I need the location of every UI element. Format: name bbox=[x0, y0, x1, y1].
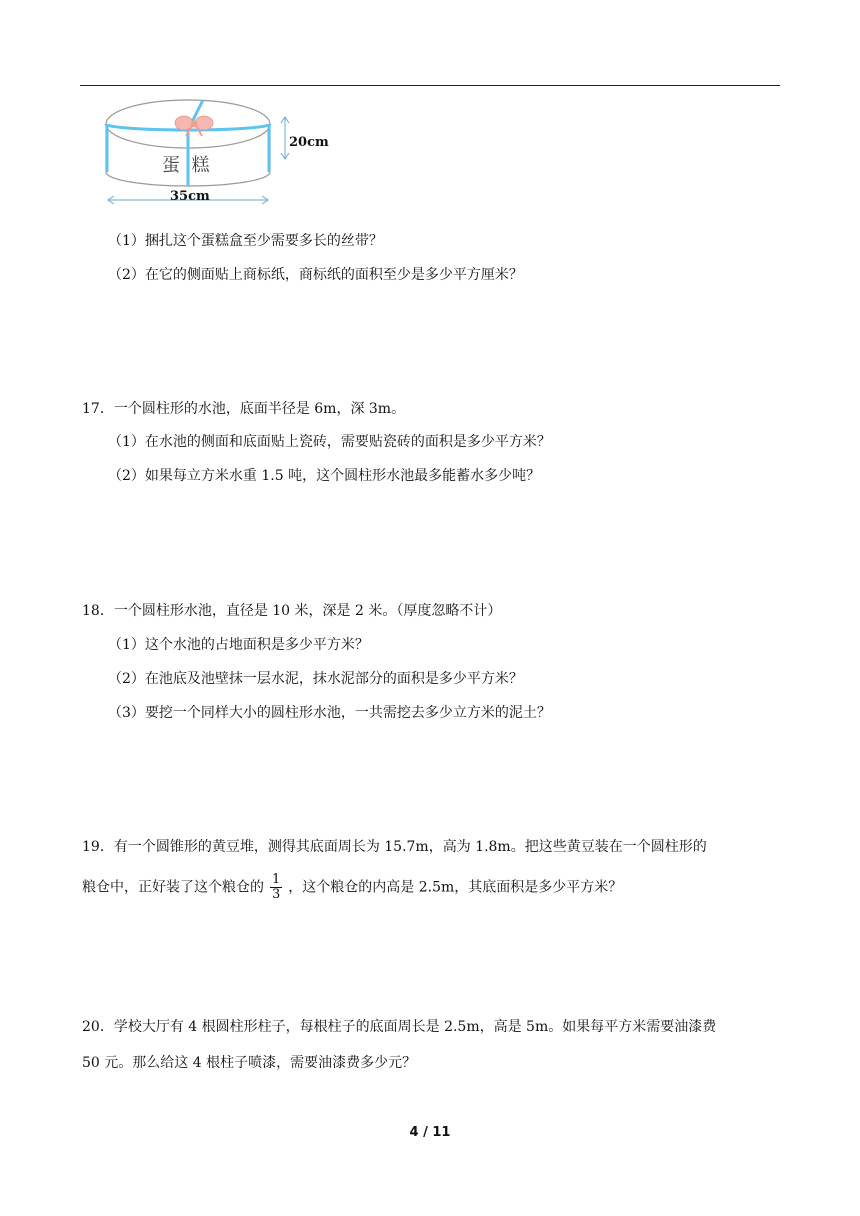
cake-box-figure bbox=[100, 96, 340, 208]
q17-sub1: （1）在水池的侧面和底面贴上瓷砖，需要贴瓷砖的面积是多少平方米？ bbox=[108, 434, 551, 450]
height-arrow bbox=[281, 117, 289, 159]
q19-line2 bbox=[82, 873, 622, 902]
q18-sub2: （2）在池底及池壁抹一层水泥，抹水泥部分的面积是多少平方米？ bbox=[108, 671, 523, 687]
fraction-numerator: 1 bbox=[272, 872, 281, 887]
fraction-one-third bbox=[270, 873, 282, 902]
q16-sub2: （2）在它的侧面贴上商标纸，商标纸的面积至少是多少平方厘米？ bbox=[108, 267, 523, 283]
height-label: 20cm bbox=[289, 135, 329, 150]
q19-line2-after: ，这个粮仓的内高是 2.5m，其底面积是多少平方米？ bbox=[288, 879, 623, 896]
q18-sub1: （1）这个水池的占地面积是多少平方米？ bbox=[108, 637, 369, 653]
cake-label: 蛋 糕 bbox=[162, 155, 210, 176]
header-rule bbox=[80, 85, 780, 86]
q17-stem: 17．一个圆柱形的水池，底面半径是 6m，深 3m。 bbox=[82, 401, 406, 417]
q19-line1: 19．有一个圆锥形的黄豆堆，测得其底面周长为 15.7m，高为 1.8m。把这些黄豆装在一个圆柱形的 bbox=[82, 839, 707, 855]
page-number: 4 / 11 bbox=[409, 1125, 451, 1140]
q18-sub3: （3）要挖一个同样大小的圆柱形水池，一共需挖去多少立方米的泥土？ bbox=[108, 705, 551, 721]
q19-line2-before: 粮仓中，正好装了这个粮仓的 bbox=[82, 879, 264, 896]
q18-stem: 18．一个圆柱形水池，直径是 10 米，深是 2 米。（厚度忽略不计） bbox=[82, 603, 502, 619]
fraction-denominator: 3 bbox=[272, 887, 281, 902]
q17-sub2: （2）如果每立方米水重 1.5 吨，这个圆柱形水池最多能蓄水多少吨？ bbox=[108, 468, 541, 484]
diameter-label: 35cm bbox=[170, 189, 210, 204]
q20-line1: 20．学校大厅有 4 根圆柱形柱子，每根柱子的底面周长是 2.5m，高是 5m。如果每平方米需要油漆费 bbox=[82, 1019, 717, 1035]
q20-line2: 50 元。那么给这 4 根柱子喷漆，需要油漆费多少元？ bbox=[82, 1055, 417, 1071]
q16-sub1: （1）捆扎这个蛋糕盒至少需要多长的丝带？ bbox=[108, 233, 383, 249]
